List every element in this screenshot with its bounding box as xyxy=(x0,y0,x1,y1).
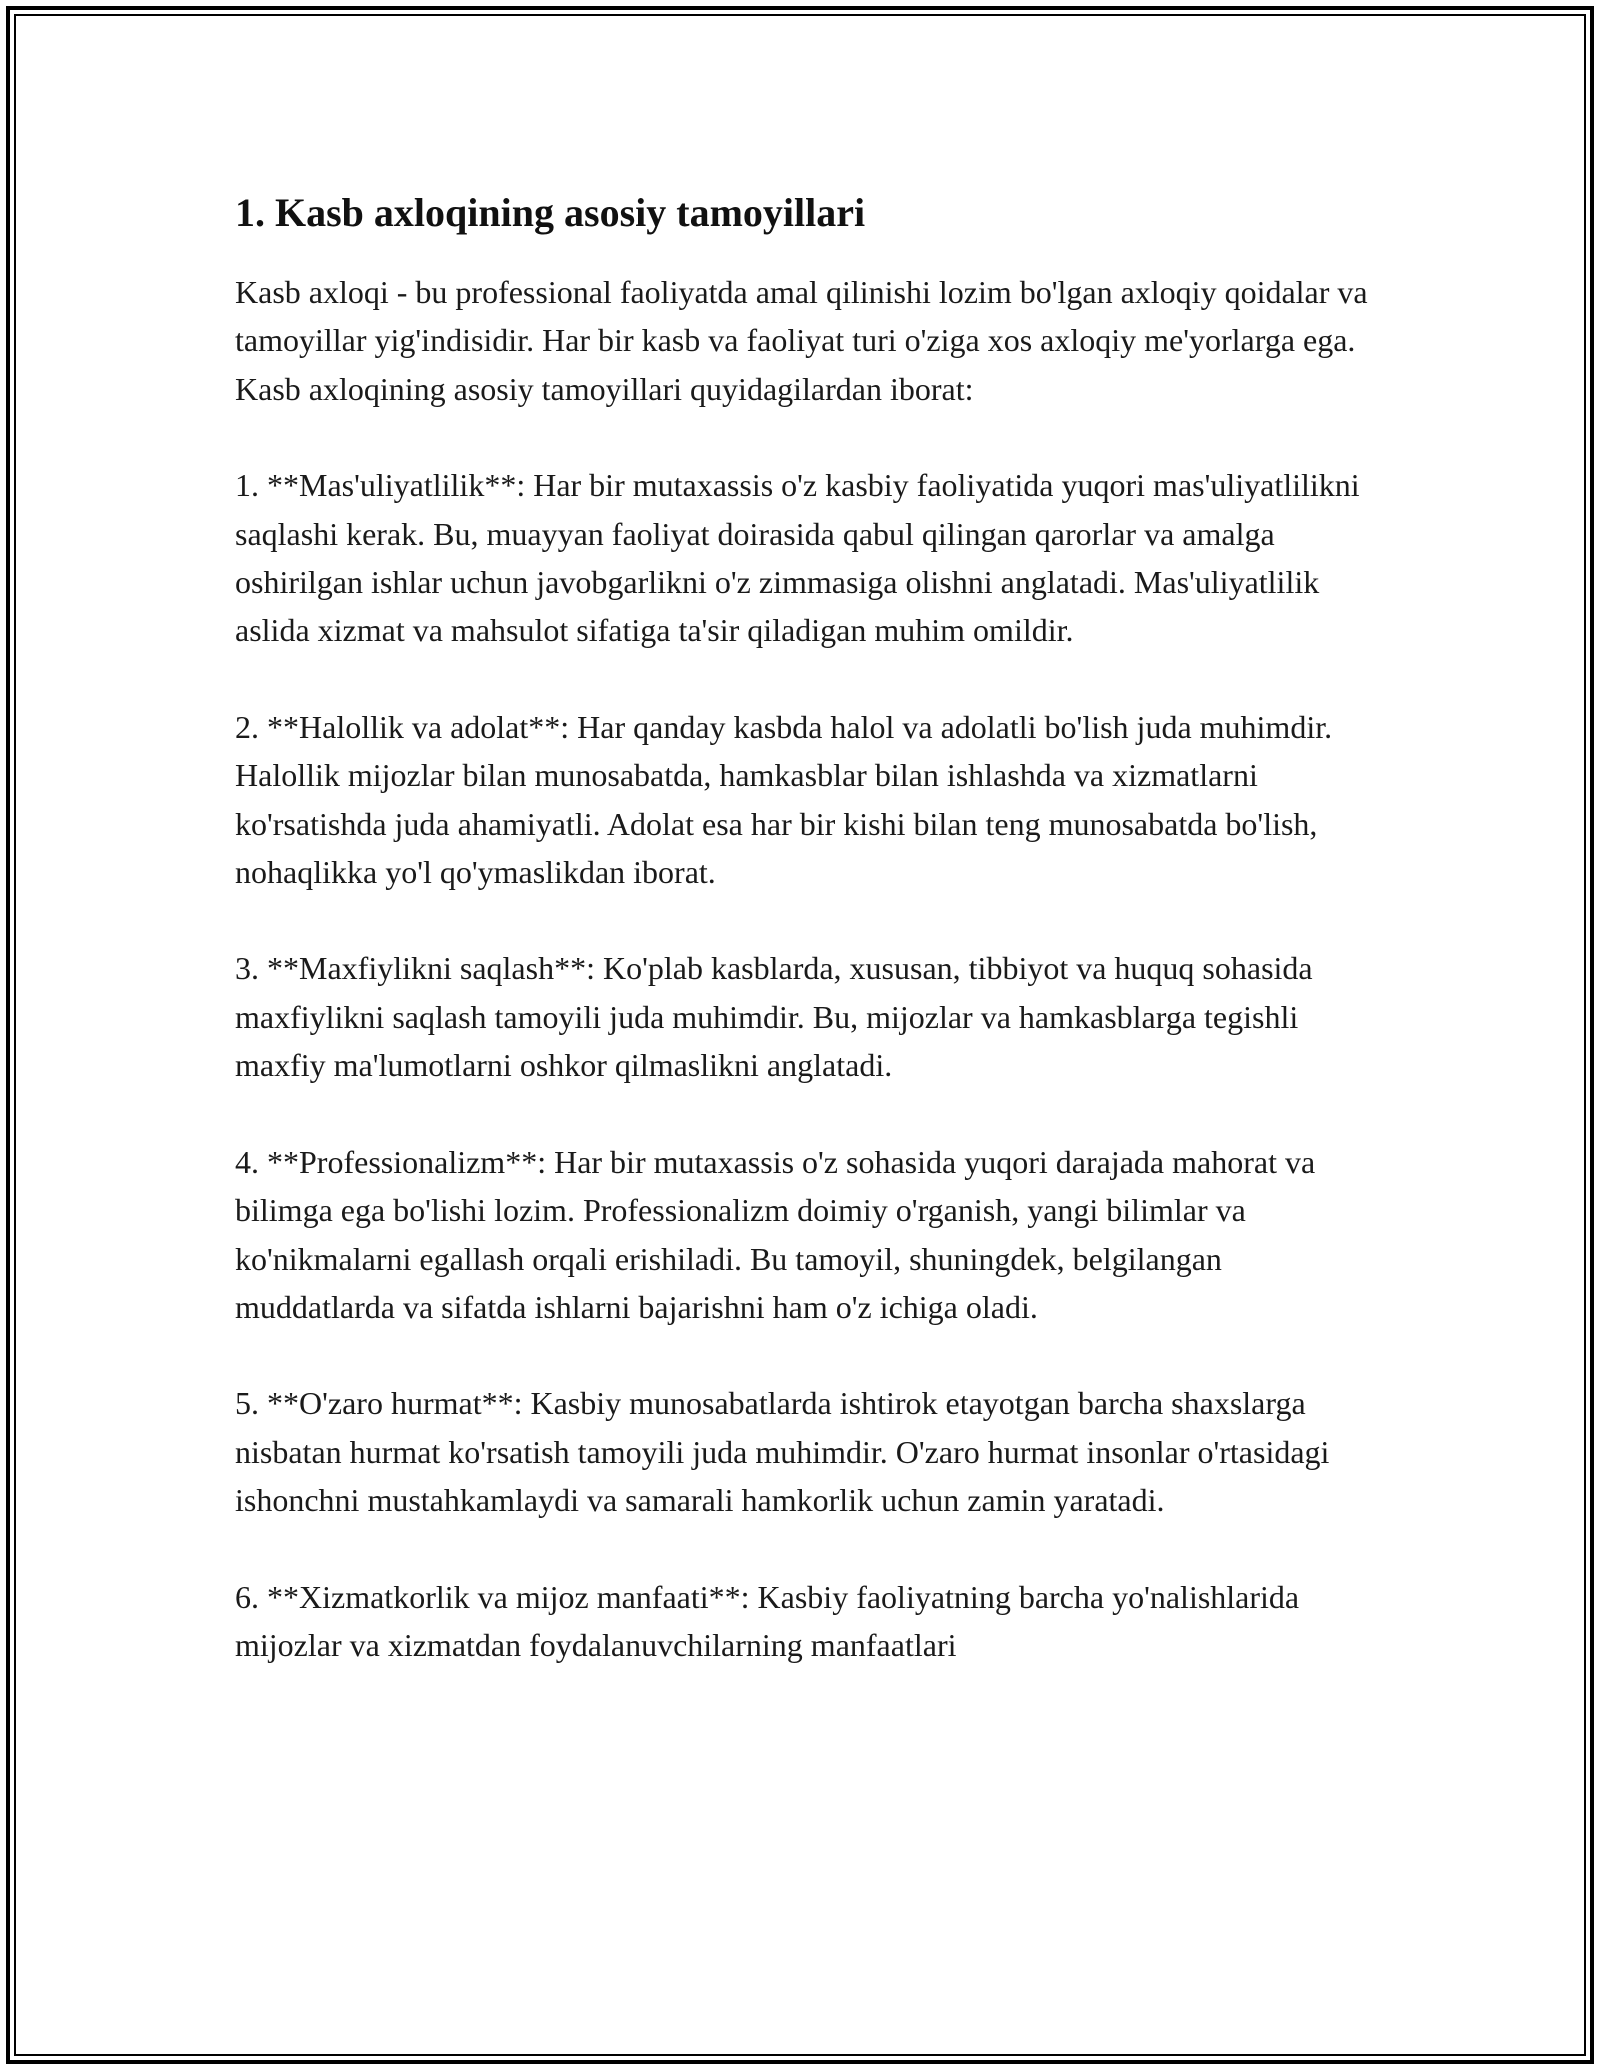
principle-honesty-paragraph: 2. **Halollik va adolat**: Har qanday kasbda halol va adolatli bo'lish juda muhimdir. Halollik mijozlar bilan munosabatda, hamkasblar bilan ishlashda va xizmatlarni ko'rsatishda juda ahamiyatli. Adolat esa har bir kishi bilan teng munosabatda bo'lish, nohaqlikka yo'l qo'ymaslikdan iborat. xyxy=(235,708,1333,891)
document-body xyxy=(235,180,1385,1669)
section-heading: 1. Kasb axloqining asosiy tamoyillari xyxy=(235,190,866,235)
principle-mutual-respect-paragraph: 5. **O'zaro hurmat**: Kasbiy munosabatlarda ishtirok etayotgan barcha shaxslarga nisbatan hurmat ko'rsatish tamoyili juda muhimdir. O'zaro hurmat insonlar o'rtasidagi ishonchni mustahkamlaydi va samarali hamkorlik uchun zamin yaratadi. xyxy=(235,1385,1330,1519)
principle-service-paragraph: 6. **Xizmatkorlik va mijoz manfaati**: Kasbiy faoliyatning barcha yo'nalishlarida mijozlar va xizmatdan foydalanuvchilarning manfaatlari xyxy=(235,1578,1300,1663)
principle-responsibility-paragraph: 1. **Mas'uliyatlilik**: Har bir mutaxassis o'z kasbiy faoliyatida yuqori mas'uliyatlilikni saqlashi kerak. Bu, muayyan faoliyat doirasida qabul qilingan qarorlar va amalga oshirilgan ishlar uchun javobgarlikni o'z zimmasiga olishni anglatadi. Mas'uliyatlilik aslida xizmat va mahsulot sifatiga ta'sir qiladigan muhim omildir. xyxy=(235,467,1360,649)
intro-paragraph: Kasb axloqi - bu professional faoliyatda amal qilinishi lozim bo'lgan axloqiy qoidalar va tamoyillar yig'indisidir. Har bir kasb va faoliyat turi o'ziga xos axloqiy me'yorlarga ega. Kasb axloqining asosiy tamoyillari quyidagilardan iborat: xyxy=(235,274,1368,407)
principle-confidentiality-paragraph: 3. **Maxfiylikni saqlash**: Ko'plab kasblarda, xususan, tibbiyot va huquq sohasida maxfiylikni saqlash tamoyili juda muhimdir. Bu, mijozlar va hamkasblarga tegishli maxfiy ma'lumotlarni oshkor qilmaslikni anglatadi. xyxy=(235,950,1313,1084)
principle-professionalism-paragraph: 4. **Professionalizm**: Har bir mutaxassis o'z sohasida yuqori darajada mahorat va bilimga ega bo'lishi lozim. Professionalizm doimiy o'rganish, yangi bilimlar va ko'nikmalarni egallash orqali erishiladi. Bu tamoyil, shuningdek, belgilangan muddatlarda va sifatda ishlarni bajarishni ham o'z ichiga oladi. xyxy=(235,1143,1316,1325)
